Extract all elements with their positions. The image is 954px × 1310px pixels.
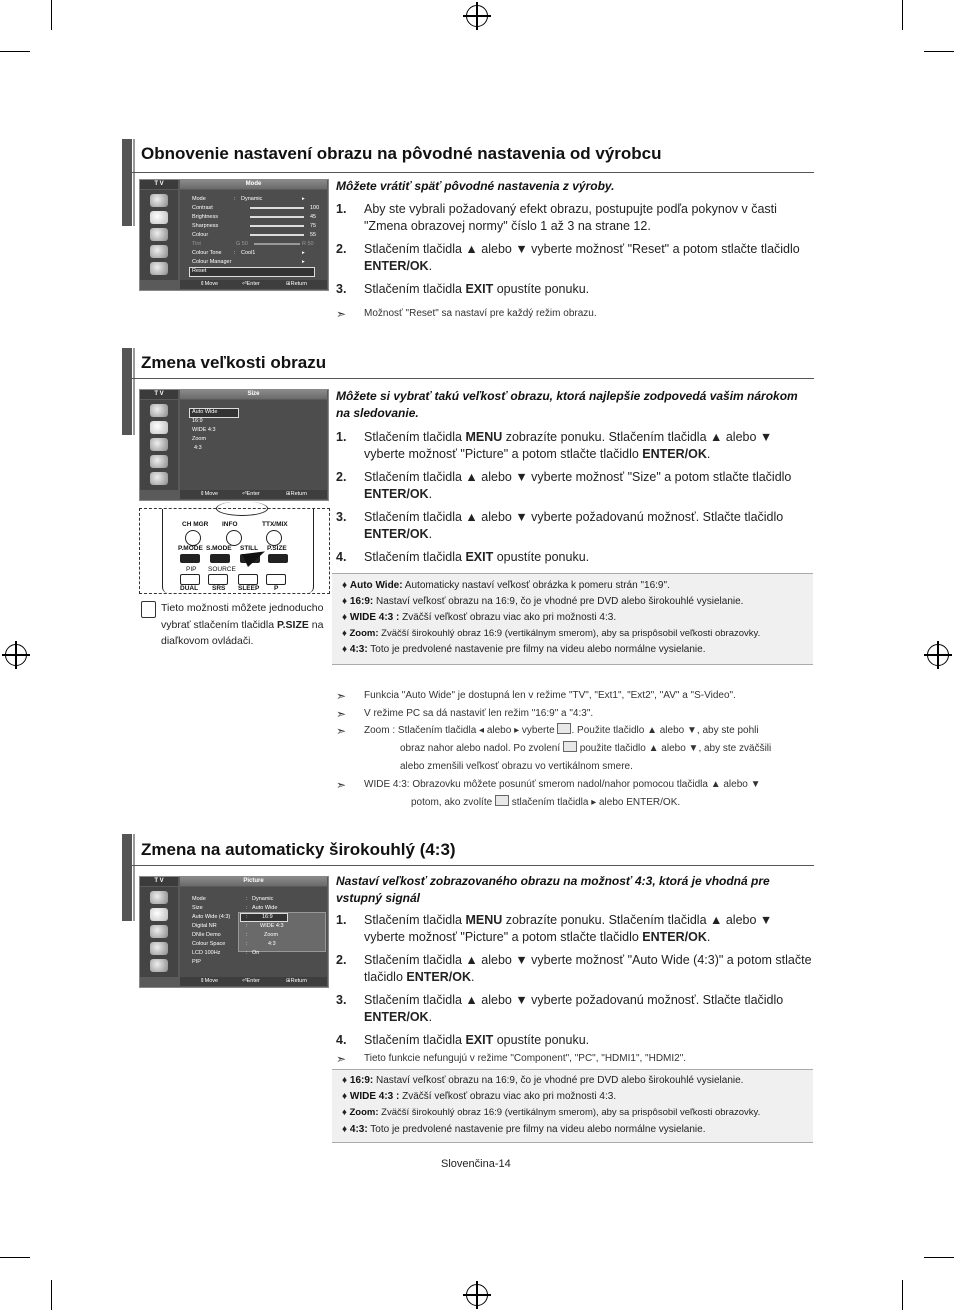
sleep-button[interactable] <box>238 574 258 585</box>
option-item: ♦ Zoom: Zväčší širokouhlý obraz 16:9 (vertikálnym smerom), aby sa prispôsobil veľkosti obrazovky. <box>342 628 761 639</box>
crop-mark <box>51 0 52 30</box>
picture-icon <box>150 211 168 224</box>
channel-icon <box>150 245 168 258</box>
screen-header: Mode <box>180 180 327 189</box>
options-box <box>332 573 813 665</box>
step-item: 2. Stlačením tlačidla ▲ alebo ▼ vyberte možnosť "Size" a potom stlačte tlačidlo ENTER/OK. <box>336 470 792 501</box>
section-bar <box>122 834 132 921</box>
sound-icon <box>150 438 168 451</box>
option-item: ♦ Auto Wide: Automaticky nastaví veľkosť obrázka k pomeru strán "16:9". <box>342 580 670 591</box>
menu-row: 4:3 <box>194 445 202 451</box>
note-item-zoom: ➣ Zoom : Stlačením tlačidla ◂ alebo ▸ vyberte . Použite tlačidlo ▲ alebo ▼, aby ste pohli obraz nahor alebo nadol. Po zvolení použite tlačidlo ▲ alebo ▼, aby ste zväčšili alebo zmenšili veľkosť obrazu vo vertikálnom smere. <box>336 724 772 772</box>
still-label: STILL <box>240 545 259 552</box>
registration-mark-icon <box>5 644 27 666</box>
info-label: INFO <box>222 521 238 528</box>
menu-screen-mode <box>139 179 329 291</box>
dual-button[interactable] <box>180 574 200 585</box>
p-button[interactable] <box>266 574 286 585</box>
option-item: ♦ WIDE 4:3 : Zväčší veľkosť obrazu viac ako pri možnosti 4:3. <box>342 1091 617 1102</box>
option-item: ♦ 16:9: Nastaví veľkosť obrazu na 16:9, čo je vhodné pre DVD alebo širokouhlé vysielanie. <box>342 1075 744 1086</box>
step-item: 2. Stlačením tlačidla ▲ alebo ▼ vyberte možnosť "Auto Wide (4:3)" a potom stlačte tlačidlo ENTER/OK. <box>336 953 812 984</box>
crop-mark <box>51 1280 52 1310</box>
sound-icon <box>150 925 168 938</box>
srs-label: SRS <box>212 585 226 592</box>
screen-sidebar <box>140 190 178 280</box>
return-hint: ⊞ Return <box>286 491 308 497</box>
input-icon <box>150 891 168 904</box>
page-number: Slovenčina-14 <box>441 1158 511 1170</box>
section-bar <box>133 834 135 921</box>
section-divider <box>132 172 814 173</box>
screen-sidebar <box>140 887 178 977</box>
dual-label: DUAL <box>180 585 199 592</box>
move-hint: ⇕ Move <box>200 281 219 287</box>
menu-row: Zoom <box>192 436 207 442</box>
move-hint: ⇕ Move <box>200 491 219 497</box>
enter-hint: ⏎ Enter <box>242 281 260 287</box>
ttx-mix-button[interactable] <box>266 530 282 546</box>
screen-footer <box>180 280 327 289</box>
registration-mark-icon <box>466 5 488 27</box>
section-bar <box>133 348 135 435</box>
setup-icon <box>150 472 168 485</box>
option-item: ♦ 4:3: Toto je predvolené nastavenie pre filmy na videu alebo normálne vysielanie. <box>342 644 706 655</box>
note-item-wide: ➣ WIDE 4:3: Obrazovku môžete posunúť smerom nadol/nahor pomocou tlačidla ▲ alebo ▼ potom, ako zvolíte stlačením tlačidla ▸ alebo ENTER/OK. <box>336 778 761 808</box>
zoom-size-icon <box>563 741 577 752</box>
section-bar <box>133 139 135 226</box>
source-label: SOURCE <box>208 566 236 573</box>
section-divider <box>132 378 814 379</box>
screen-body: Mode : Dynamic Size : Auto Wide Auto Wide (4:3) : 16:9 Digital NR : WIDE 4:3 DNIe Demo : Zoom Colour Space : 4:3 LCD 100Hz : On PIP <box>180 887 327 977</box>
p-mode-label: P.MODE <box>178 545 203 552</box>
crop-mark <box>0 1257 30 1258</box>
channel-icon <box>150 942 168 955</box>
screen-footer <box>180 490 327 499</box>
picture-icon <box>150 908 168 921</box>
section-divider <box>132 865 814 866</box>
move-hint: ⇕ Move <box>200 978 219 984</box>
section-title: Obnovenie nastavení obrazu na pôvodné nastavenia od výrobcu <box>141 144 662 163</box>
ch-mgr-button[interactable] <box>185 530 201 546</box>
crop-mark <box>902 1280 903 1310</box>
screen-body: Mode : Dynamic ▸ Contrast 100 Brightness 45 Sharpness 75 Colour 55 Tint G 50 R 50 Colour Tone : Cool1 ▸ Colour Manager ▸ Reset <box>180 190 327 280</box>
section-intro: Môžete vrátiť späť pôvodné nastavenia z výroby. <box>336 179 615 193</box>
section-bar <box>122 139 132 226</box>
screen-body <box>180 400 327 490</box>
selection-highlight <box>189 267 315 277</box>
p-mode-button[interactable] <box>180 554 200 563</box>
step-item: 4. Stlačením tlačidla EXIT opustíte ponuku. <box>336 1033 590 1047</box>
option-item: ♦ Zoom: Zväčší širokouhlý obraz 16:9 (vertikálnym smerom), aby sa prispôsobil veľkosti obrazovky. <box>342 1107 761 1118</box>
remote-dpad <box>216 501 268 516</box>
info-button[interactable] <box>226 530 242 546</box>
note-arrow-icon: ➣ <box>336 724 347 738</box>
p-size-button[interactable] <box>268 554 288 563</box>
menu-row: Auto Wide <box>192 409 218 415</box>
section-bar <box>122 348 132 435</box>
sleep-label: SLEEP <box>238 585 260 592</box>
srs-button[interactable] <box>208 574 228 585</box>
remote-tip-text: Tieto možnosti môžete jednoducho vybrať stlačením tlačidla P.SIZE na diaľkovom ovládači. <box>161 602 324 647</box>
screen-header: Size <box>180 390 327 399</box>
menu-screen-picture <box>139 876 329 988</box>
step-item: 3. Stlačením tlačidla ▲ alebo ▼ vyberte požadovanú možnosť. Stlačte tlačidlo ENTER/OK. <box>336 510 784 541</box>
setup-icon <box>150 262 168 275</box>
section-title: Zmena veľkosti obrazu <box>141 353 327 372</box>
p-size-label: P.SIZE <box>267 545 287 552</box>
menu-row: 16:9 <box>192 418 203 424</box>
crop-mark <box>924 51 954 52</box>
note-arrow-icon: ➣ <box>336 778 347 792</box>
input-icon <box>150 404 168 417</box>
step-item: 1. Stlačením tlačidla MENU zobrazíte ponuku. Stlačením tlačidla ▲ alebo ▼ vyberte možnosť "Picture" a potom stlačte tlačidlo ENTER/OK. <box>336 430 773 461</box>
note-arrow-icon: ➣ <box>336 707 347 721</box>
screen-footer <box>180 977 327 986</box>
option-item: ♦ 4:3: Toto je predvolené nastavenie pre filmy na videu alebo normálne vysielanie. <box>342 1124 706 1135</box>
channel-icon <box>150 455 168 468</box>
input-icon <box>150 194 168 207</box>
section-title: Zmena na automaticky širokouhlý (4:3) <box>141 840 456 859</box>
ch-mgr-label: CH MGR <box>182 521 209 528</box>
crop-mark <box>902 0 903 30</box>
ttx-mix-label: TTX/MIX <box>262 521 288 528</box>
return-hint: ⊞ Return <box>286 281 308 287</box>
note-arrow-icon: ➣ <box>336 689 347 703</box>
p-label: P <box>274 585 279 592</box>
screen-sidebar <box>140 400 178 490</box>
picture-icon <box>150 421 168 434</box>
setup-icon <box>150 959 168 972</box>
crop-mark <box>0 51 30 52</box>
s-mode-label: S.MODE <box>206 545 232 552</box>
step-item: 3. Stlačením tlačidla ▲ alebo ▼ vyberte požadovanú možnosť. Stlačte tlačidlo ENTER/OK. <box>336 993 784 1024</box>
section-intro: Môžete si vybrať takú veľkosť obrazu, ktorá najlepšie zodpovedá vašim nárokom na sledovanie. <box>336 389 798 420</box>
menu-screen-size <box>139 389 329 501</box>
zoom-position-icon <box>557 723 571 734</box>
sound-icon <box>150 228 168 241</box>
enter-hint: ⏎ Enter <box>242 491 260 497</box>
option-item: ♦ 16:9: Nastaví veľkosť obrazu na 16:9, čo je vhodné pre DVD alebo širokouhlé vysielanie. <box>342 596 744 607</box>
registration-mark-icon <box>466 1284 488 1306</box>
registration-mark-icon <box>927 644 949 666</box>
remote-tip-icon <box>141 601 156 618</box>
note-arrow-icon: ➣ <box>336 307 347 321</box>
pip-label: PIP <box>186 566 197 573</box>
screen-tab: T V <box>140 877 178 886</box>
note-arrow-icon: ➣ <box>336 1052 347 1066</box>
step-item: 1. Stlačením tlačidla MENU zobrazíte ponuku. Stlačením tlačidla ▲ alebo ▼ vyberte možnosť "Picture" a potom stlačte tlačidlo ENTER/OK. <box>336 913 773 944</box>
remote-control-illustration <box>139 508 330 594</box>
option-item: ♦ WIDE 4:3 : Zväčší veľkosť obrazu viac ako pri možnosti 4:3. <box>342 612 617 623</box>
enter-hint: ⏎ Enter <box>242 978 260 984</box>
return-hint: ⊞ Return <box>286 978 308 984</box>
step-item: 1. Aby ste vybrali požadovaný efekt obrazu, postupujte podľa pokynov v časti "Zmena obrazovej normy" číslo 1 až 3 na strane 12. <box>336 202 777 233</box>
menu-row: WIDE 4:3 <box>192 427 216 433</box>
crop-mark <box>924 1257 954 1258</box>
screen-header: Picture <box>180 877 327 886</box>
screen-tab: T V <box>140 390 178 399</box>
options-box <box>332 1069 813 1143</box>
step-item: 2. Stlačením tlačidla ▲ alebo ▼ vyberte možnosť "Reset" a potom stlačte tlačidlo ENTER/OK. <box>336 242 800 273</box>
position-icon <box>495 795 509 806</box>
step-item: 4. Stlačením tlačidla EXIT opustíte ponuku. <box>336 550 590 564</box>
s-mode-button[interactable] <box>210 554 230 563</box>
screen-tab: T V <box>140 180 178 189</box>
step-item: 3. Stlačením tlačidla EXIT opustíte ponuku. <box>336 282 590 296</box>
section-intro: Nastaví veľkosť zobrazovaného obrazu na možnosť 4:3, ktorá je vhodná pre vstupný signál <box>336 874 770 905</box>
